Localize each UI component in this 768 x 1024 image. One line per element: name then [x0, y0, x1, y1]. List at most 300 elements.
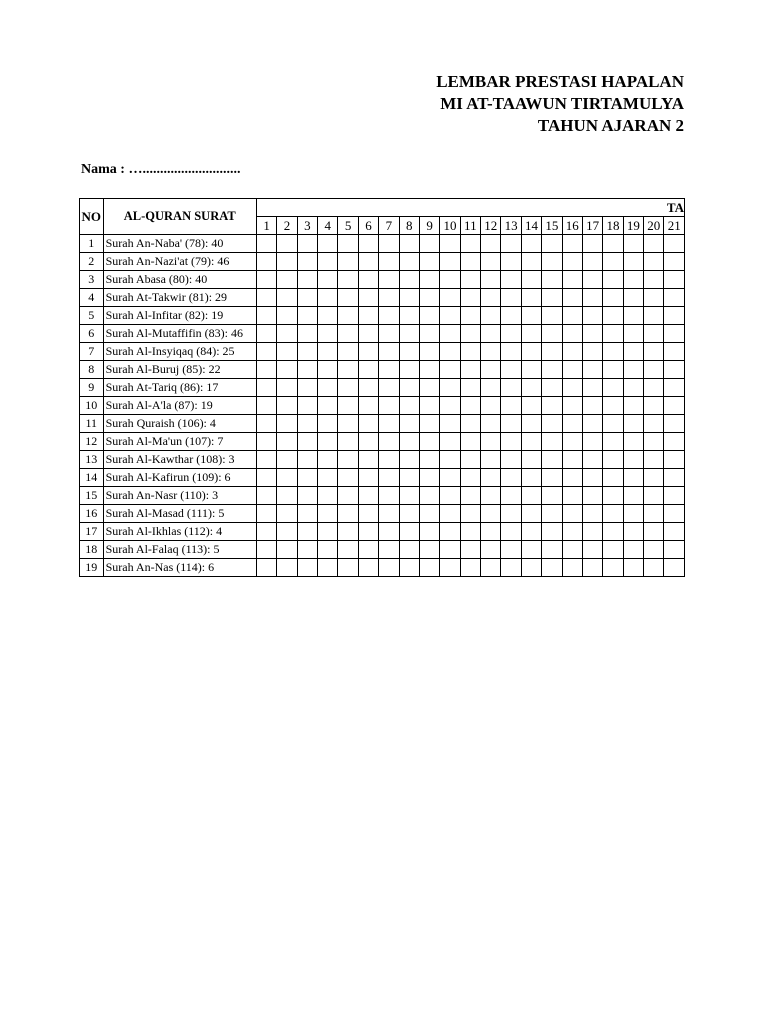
progress-cell: [501, 379, 521, 397]
progress-cell: [440, 379, 460, 397]
progress-cell: [603, 289, 623, 307]
progress-cell: [358, 325, 378, 343]
progress-cell: [419, 541, 439, 559]
progress-cell: [419, 325, 439, 343]
progress-cell: [338, 433, 358, 451]
progress-cell: [318, 289, 338, 307]
progress-cell: [297, 469, 317, 487]
day-header: 17: [582, 217, 602, 235]
table-row: [80, 487, 685, 505]
progress-cell: [562, 469, 582, 487]
progress-cell: [419, 415, 439, 433]
progress-cell: [603, 487, 623, 505]
progress-cell: [623, 451, 643, 469]
surat-name: Surah Quraish (106): 4: [103, 415, 256, 433]
progress-cell: [542, 397, 562, 415]
name-label: Nama: [81, 162, 117, 177]
progress-cell: [521, 469, 541, 487]
progress-cell: [318, 253, 338, 271]
progress-cell: [562, 541, 582, 559]
progress-cell: [440, 523, 460, 541]
progress-cell: [399, 397, 419, 415]
surat-name: Surah Al-Falaq (113): 5: [103, 541, 256, 559]
surat-name: Surah An-Nas (114): 6: [103, 559, 256, 577]
progress-cell: [277, 361, 297, 379]
progress-cell: [481, 271, 501, 289]
progress-cell: [460, 289, 480, 307]
name-value: : …............................: [120, 162, 241, 177]
progress-cell: [399, 487, 419, 505]
progress-cell: [358, 433, 378, 451]
progress-cell: [664, 271, 685, 289]
progress-cell: [603, 451, 623, 469]
progress-cell: [460, 559, 480, 577]
progress-cell: [399, 235, 419, 253]
progress-cell: [644, 343, 664, 361]
progress-cell: [338, 397, 358, 415]
progress-cell: [542, 361, 562, 379]
progress-cell: [644, 559, 664, 577]
progress-cell: [603, 325, 623, 343]
row-number: 3: [80, 271, 104, 289]
progress-cell: [297, 379, 317, 397]
row-number: 15: [80, 487, 104, 505]
progress-cell: [562, 559, 582, 577]
progress-cell: [318, 451, 338, 469]
progress-cell: [562, 451, 582, 469]
progress-cell: [379, 559, 399, 577]
progress-cell: [664, 307, 685, 325]
progress-cell: [623, 433, 643, 451]
table-row: [80, 307, 685, 325]
progress-cell: [419, 271, 439, 289]
row-number: 13: [80, 451, 104, 469]
progress-cell: [419, 235, 439, 253]
progress-cell: [664, 343, 685, 361]
table-row: [80, 433, 685, 451]
table-row: [80, 271, 685, 289]
progress-cell: [460, 451, 480, 469]
progress-cell: [623, 307, 643, 325]
progress-cell: [297, 325, 317, 343]
row-number: 1: [80, 235, 104, 253]
progress-cell: [297, 307, 317, 325]
progress-cell: [297, 271, 317, 289]
progress-cell: [358, 289, 378, 307]
progress-cell: [358, 451, 378, 469]
progress-cell: [256, 253, 276, 271]
progress-cell: [460, 379, 480, 397]
progress-cell: [318, 523, 338, 541]
progress-cell: [542, 289, 562, 307]
progress-cell: [542, 415, 562, 433]
progress-cell: [664, 505, 685, 523]
progress-cell: [256, 451, 276, 469]
progress-cell: [501, 523, 521, 541]
progress-cell: [542, 469, 562, 487]
progress-cell: [664, 397, 685, 415]
progress-cell: [399, 433, 419, 451]
progress-cell: [521, 379, 541, 397]
progress-cell: [582, 325, 602, 343]
progress-cell: [623, 361, 643, 379]
progress-cell: [318, 559, 338, 577]
surat-name: Surah Al-Kafirun (109): 6: [103, 469, 256, 487]
progress-cell: [338, 343, 358, 361]
table-row: [80, 343, 685, 361]
progress-cell: [419, 253, 439, 271]
progress-cell: [644, 451, 664, 469]
surat-name: Surah Al-Ikhlas (112): 4: [103, 523, 256, 541]
progress-cell: [338, 271, 358, 289]
row-number: 18: [80, 541, 104, 559]
progress-cell: [440, 361, 460, 379]
progress-cell: [582, 253, 602, 271]
progress-cell: [481, 379, 501, 397]
table-row: [80, 397, 685, 415]
progress-cell: [664, 469, 685, 487]
progress-cell: [379, 307, 399, 325]
progress-cell: [358, 379, 378, 397]
name-field: [81, 162, 240, 178]
progress-cell: [562, 487, 582, 505]
progress-cell: [256, 271, 276, 289]
progress-cell: [521, 271, 541, 289]
day-header: 15: [542, 217, 562, 235]
progress-cell: [379, 487, 399, 505]
surat-name: Surah Al-Kawthar (108): 3: [103, 451, 256, 469]
progress-cell: [358, 235, 378, 253]
progress-cell: [623, 289, 643, 307]
progress-cell: [542, 379, 562, 397]
progress-cell: [460, 325, 480, 343]
progress-cell: [338, 235, 358, 253]
progress-cell: [460, 415, 480, 433]
progress-cell: [562, 433, 582, 451]
progress-cell: [440, 469, 460, 487]
progress-cell: [501, 235, 521, 253]
progress-cell: [542, 487, 562, 505]
progress-cell: [379, 235, 399, 253]
progress-cell: [256, 487, 276, 505]
progress-cell: [399, 325, 419, 343]
progress-cell: [603, 397, 623, 415]
progress-cell: [440, 325, 460, 343]
progress-cell: [379, 361, 399, 379]
progress-cell: [297, 253, 317, 271]
progress-cell: [582, 505, 602, 523]
progress-cell: [277, 271, 297, 289]
progress-cell: [501, 343, 521, 361]
progress-cell: [419, 361, 439, 379]
progress-cell: [256, 235, 276, 253]
progress-cell: [358, 343, 378, 361]
progress-cell: [644, 469, 664, 487]
progress-cell: [318, 379, 338, 397]
progress-cell: [501, 271, 521, 289]
progress-cell: [358, 415, 378, 433]
progress-cell: [644, 235, 664, 253]
progress-cell: [644, 397, 664, 415]
day-header: 18: [603, 217, 623, 235]
progress-cell: [297, 361, 317, 379]
progress-cell: [358, 469, 378, 487]
progress-cell: [562, 325, 582, 343]
progress-cell: [338, 307, 358, 325]
progress-cell: [460, 505, 480, 523]
progress-cell: [644, 307, 664, 325]
progress-cell: [562, 361, 582, 379]
progress-cell: [440, 235, 460, 253]
progress-cell: [256, 361, 276, 379]
progress-cell: [318, 235, 338, 253]
progress-cell: [318, 343, 338, 361]
surat-name: Surah At-Takwir (81): 29: [103, 289, 256, 307]
day-header: 6: [358, 217, 378, 235]
progress-cell: [297, 235, 317, 253]
progress-cell: [277, 505, 297, 523]
progress-cell: [481, 469, 501, 487]
progress-cell: [664, 559, 685, 577]
progress-cell: [358, 523, 378, 541]
progress-cell: [542, 541, 562, 559]
table-row: [80, 325, 685, 343]
progress-cell: [644, 253, 664, 271]
progress-cell: [644, 379, 664, 397]
progress-cell: [603, 253, 623, 271]
progress-cell: [644, 361, 664, 379]
row-number: 9: [80, 379, 104, 397]
progress-cell: [419, 523, 439, 541]
surat-name: Surah Al-Mutaffifin (83): 46: [103, 325, 256, 343]
surat-name: Surah An-Naba' (78): 40: [103, 235, 256, 253]
progress-cell: [501, 253, 521, 271]
progress-cell: [501, 289, 521, 307]
progress-cell: [277, 559, 297, 577]
progress-cell: [542, 235, 562, 253]
progress-cell: [277, 235, 297, 253]
progress-cell: [664, 451, 685, 469]
progress-cell: [582, 379, 602, 397]
memorization-table: [79, 198, 685, 577]
progress-cell: [644, 271, 664, 289]
surat-name: Surah An-Nasr (110): 3: [103, 487, 256, 505]
progress-cell: [603, 361, 623, 379]
progress-cell: [256, 559, 276, 577]
progress-cell: [521, 541, 541, 559]
table-row: [80, 559, 685, 577]
progress-cell: [582, 361, 602, 379]
progress-cell: [521, 559, 541, 577]
progress-cell: [297, 487, 317, 505]
progress-cell: [481, 361, 501, 379]
surat-name: Surah An-Nazi'at (79): 46: [103, 253, 256, 271]
progress-cell: [481, 289, 501, 307]
progress-cell: [582, 433, 602, 451]
progress-cell: [521, 325, 541, 343]
progress-cell: [460, 487, 480, 505]
progress-cell: [501, 325, 521, 343]
day-header: 8: [399, 217, 419, 235]
progress-cell: [501, 487, 521, 505]
progress-cell: [562, 289, 582, 307]
progress-cell: [379, 505, 399, 523]
progress-cell: [460, 469, 480, 487]
progress-cell: [440, 505, 460, 523]
progress-cell: [664, 523, 685, 541]
progress-cell: [277, 523, 297, 541]
progress-cell: [664, 415, 685, 433]
progress-cell: [521, 487, 541, 505]
progress-cell: [664, 487, 685, 505]
progress-cell: [623, 325, 643, 343]
progress-cell: [623, 235, 643, 253]
surat-column-header: AL-QURAN SURAT: [103, 199, 256, 235]
progress-cell: [277, 397, 297, 415]
progress-cell: [664, 379, 685, 397]
progress-cell: [582, 397, 602, 415]
progress-cell: [481, 487, 501, 505]
progress-cell: [481, 253, 501, 271]
progress-cell: [256, 433, 276, 451]
surat-name: Surah Al-Masad (111): 5: [103, 505, 256, 523]
progress-cell: [338, 523, 358, 541]
progress-cell: [542, 451, 562, 469]
surat-name: Surah Al-Insyiqaq (84): 25: [103, 343, 256, 361]
progress-cell: [256, 469, 276, 487]
progress-cell: [358, 271, 378, 289]
surat-name: Surah At-Tariq (86): 17: [103, 379, 256, 397]
progress-cell: [440, 487, 460, 505]
progress-cell: [440, 289, 460, 307]
progress-cell: [481, 523, 501, 541]
progress-cell: [318, 271, 338, 289]
progress-cell: [623, 379, 643, 397]
surat-name: Surah Al-Buruj (85): 22: [103, 361, 256, 379]
progress-cell: [644, 289, 664, 307]
progress-cell: [623, 271, 643, 289]
progress-cell: [481, 541, 501, 559]
progress-cell: [460, 235, 480, 253]
progress-cell: [603, 415, 623, 433]
progress-cell: [582, 271, 602, 289]
progress-cell: [664, 433, 685, 451]
progress-cell: [582, 469, 602, 487]
progress-cell: [623, 397, 643, 415]
table-row: [80, 379, 685, 397]
table-row: [80, 361, 685, 379]
progress-cell: [481, 433, 501, 451]
progress-cell: [277, 325, 297, 343]
progress-cell: [256, 379, 276, 397]
progress-cell: [623, 541, 643, 559]
progress-cell: [358, 253, 378, 271]
progress-cell: [399, 307, 419, 325]
progress-cell: [256, 505, 276, 523]
progress-cell: [379, 343, 399, 361]
progress-cell: [318, 415, 338, 433]
progress-cell: [440, 253, 460, 271]
progress-cell: [399, 343, 419, 361]
progress-cell: [521, 307, 541, 325]
progress-cell: [419, 397, 439, 415]
row-number: 2: [80, 253, 104, 271]
progress-cell: [623, 559, 643, 577]
progress-cell: [358, 559, 378, 577]
progress-cell: [501, 361, 521, 379]
progress-cell: [358, 541, 378, 559]
progress-cell: [379, 271, 399, 289]
progress-cell: [399, 451, 419, 469]
progress-cell: [318, 325, 338, 343]
progress-cell: [338, 505, 358, 523]
progress-cell: [644, 415, 664, 433]
progress-cell: [664, 325, 685, 343]
progress-cell: [338, 325, 358, 343]
progress-cell: [501, 469, 521, 487]
progress-cell: [582, 487, 602, 505]
progress-cell: [582, 541, 602, 559]
surat-name: Surah Abasa (80): 40: [103, 271, 256, 289]
progress-cell: [419, 433, 439, 451]
progress-cell: [379, 379, 399, 397]
progress-cell: [501, 451, 521, 469]
progress-cell: [644, 541, 664, 559]
progress-cell: [582, 289, 602, 307]
row-number: 4: [80, 289, 104, 307]
day-header: 11: [460, 217, 480, 235]
row-number: 6: [80, 325, 104, 343]
progress-cell: [399, 415, 419, 433]
progress-cell: [644, 433, 664, 451]
progress-cell: [562, 235, 582, 253]
progress-cell: [399, 559, 419, 577]
row-number: 10: [80, 397, 104, 415]
progress-cell: [582, 559, 602, 577]
progress-cell: [399, 361, 419, 379]
progress-cell: [481, 415, 501, 433]
progress-cell: [318, 307, 338, 325]
progress-cell: [419, 451, 439, 469]
day-header: 19: [623, 217, 643, 235]
progress-cell: [562, 397, 582, 415]
row-number: 16: [80, 505, 104, 523]
progress-cell: [644, 523, 664, 541]
progress-cell: [297, 505, 317, 523]
table-row: [80, 505, 685, 523]
day-header: 9: [419, 217, 439, 235]
surat-name: Surah Al-A'la (87): 19: [103, 397, 256, 415]
progress-cell: [256, 523, 276, 541]
progress-cell: [644, 487, 664, 505]
progress-cell: [603, 469, 623, 487]
progress-cell: [501, 397, 521, 415]
progress-cell: [542, 253, 562, 271]
progress-cell: [379, 289, 399, 307]
progress-cell: [623, 415, 643, 433]
progress-cell: [460, 253, 480, 271]
progress-cell: [399, 253, 419, 271]
progress-cell: [542, 505, 562, 523]
progress-cell: [603, 559, 623, 577]
progress-cell: [338, 487, 358, 505]
progress-cell: [338, 379, 358, 397]
progress-cell: [542, 325, 562, 343]
progress-cell: [399, 271, 419, 289]
progress-cell: [481, 559, 501, 577]
progress-cell: [582, 523, 602, 541]
table-row: [80, 289, 685, 307]
